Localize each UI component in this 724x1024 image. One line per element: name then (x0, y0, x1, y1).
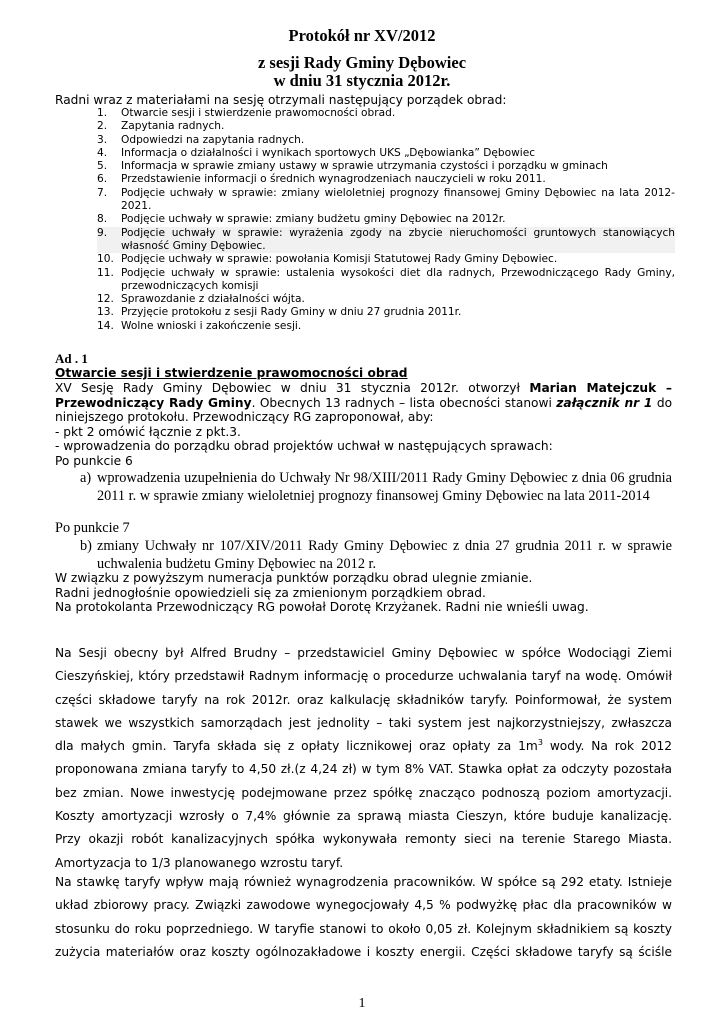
agenda-intro: Radni wraz z materiałami na sesję otrzymali następujący porządek obrad: (55, 93, 507, 107)
wages-paragraph: Na stawkę taryfy wpływ mają również wynagrodzenia pracowników. W spółce są 292 etaty. Istnieje układ zbiorowy pracy. Związki zawodowe wynegocjowały 4,5 % podwyżkę płac dla pracowników w stosunku do roku poprzedniego. W taryfie stanowi to około 0,05 zł. Kolejnym składnikiem są koszty zużycia materiałów oraz koszty ogólnozakładowe i koszty energii. Części składowe taryfy są ściśle (55, 875, 672, 959)
note-line: Na protokolanta Przewodniczący RG powołał Dorotę Krzyżanek. Radni nie wnieśli uwag. (55, 600, 589, 615)
opening-line: niniejszego protokołu. Przewodniczący RG zaproponował, aby: (55, 410, 434, 425)
session-subtitle: z sesji Rady Gminy Dębowiec (257, 53, 467, 72)
agenda-item: 10. Podjęcie uchwały w sprawie: powołania Komisji Statutowej Rady Gminy Dębowiec. (97, 253, 558, 266)
after-point-label: Po punkcie 7 (55, 520, 130, 536)
proposal-bullet: - pkt 2 omówić łącznie z pkt.3. (55, 424, 241, 439)
section-subheading: Otwarcie sesji i stwierdzenie prawomocności obrad (55, 366, 408, 380)
resolution-item-b: b) zmiany Uchwały nr 107/XIV/2011 Rady Gminy Dębowiec z dnia 27 grudnia 2011 r. w sprawie uchwalenia budżetu Gminy Dębowiec na 2012 r. (80, 538, 672, 572)
agenda-item: 6. Przedstawienie informacji o średnich wynagrodzeniach nauczycieli w roku 2011. (97, 173, 546, 186)
agenda-item: 4. Informacja o działalności i wynikach sportowych UKS „Dębowianka” Dębowiec (97, 146, 536, 159)
agenda-item: 9. Podjęcie uchwały w sprawie: wyrażenia zgody na zbycie nieruchomości gruntowych stanowiących własność Gminy Dębowiec. (97, 226, 675, 252)
tariff-paragraph: Na Sesji obecny był Alfred Brudny – przedstawiciel Gminy Dębowiec w spółce Wodociągi Ziemi Cieszyńskiej, który przedstawił Radnym informację o procedurze uchwalania taryf na wodę. Omówił części składowe taryfy na rok 2012r. oraz kalkulację składników taryfy. Poinformował, że system stawek we wszystkich samorządach jest jednolity – taki system jest najkorzystniejszy, zwłaszcza dla małych gmin. Taryfa składa się z opłaty licznikowej oraz opłaty za $1m^3$ wody. Na rok 2012 proponowana zmiana taryfy to 4,50 zł.(z 4,24 zł) w tym 8% VAT. Stawka opłat za odczyty pozostała bez zmian. Nowe inwestycję podejmowane przez spółkę znacząco podnoszą poziom amortyzacji. Koszty amortyzacji wzrosły o 7,4% głównie za sprawą miasta Cieszyn, które buduje kanalizację. Przy okazji robót kanalizacyjnych spółka wykonywała remonty sieci na terenie Starego Miasta. Amortyzacja to 1/3 planowanego wzrostu taryf. (55, 646, 672, 870)
document-title: Protokół nr XV/2012 (288, 26, 436, 45)
proposal-bullet: - wprowadzenia do porządku obrad projektów uchwał w następujących sprawach: (55, 439, 553, 454)
agenda-item: 5. Informacja w sprawie zmiany ustawy w sprawie utrzymania czystości i porządku w gminach (97, 160, 608, 173)
agenda-item: 2. Zapytania radnych. (97, 120, 225, 133)
note-line: Radni jednogłośnie opowiedzieli się za zmienionym porządkiem obrad. (55, 585, 486, 600)
agenda-item: 3. Odpowiedzi na zapytania radnych. (97, 133, 305, 146)
agenda-item: 13. Przyjęcie protokołu z sesji Rady Gminy w dniu 27 grudnia 2011r. (97, 306, 462, 319)
after-point-label: Po punkcie 6 (55, 453, 133, 468)
agenda-item: 11. Podjęcie uchwały w sprawie: ustalenia wysokości diet dla radnych, Przewodniczącego Rady Gminy, przewodniczących komisji (97, 266, 675, 292)
section-heading: Ad . 1 (55, 351, 88, 366)
closing-notes (55, 571, 672, 615)
opening-paragraph (55, 381, 672, 469)
agenda-item: 7. Podjęcie uchwały w sprawie: zmiany wieloletniej prognozy finansowej Gminy Dębowiec na lata 2012-2021. (97, 186, 675, 213)
opening-line: Przewodniczący Rady Gminy. Obecnych 13 radnych – lista obecności stanowi załącznik nr 1 do (55, 395, 673, 410)
opening-line: XV Sesję Rady Gminy Dębowiec w dniu 31 stycznia 2012r. otworzył Marian Matejczuk – (55, 381, 672, 395)
page-number: 1 (358, 996, 366, 1011)
resolution-item-a: a) wprowadzenia uzupełnienia do Uchwały Nr 98/XIII/2011 Rady Gminy Dębowiec z dnia 06 grudnia 2011 r. w sprawie zmiany wieloletniej prognozy finansowej Gminy Dębowiec na lata 2011-2014 (80, 470, 672, 504)
agenda-item: 1. Otwarcie sesji i stwierdzenie prawomocności obrad. (97, 107, 396, 119)
agenda-item: 12. Sprawozdanie z działalności wójta. (97, 293, 305, 306)
note-line: W związku z powyższym numeracja punktów porządku obrad ulegnie zmianie. (55, 571, 533, 585)
agenda-item: 14. Wolne wnioski i zakończenie sesji. (97, 319, 302, 332)
agenda-list (97, 107, 675, 333)
session-date: w dniu 31 stycznia 2012r. (273, 71, 451, 90)
agenda-item: 8. Podjęcie uchwały w sprawie: zmiany budżetu gminy Dębowiec na 2012r. (97, 213, 506, 226)
